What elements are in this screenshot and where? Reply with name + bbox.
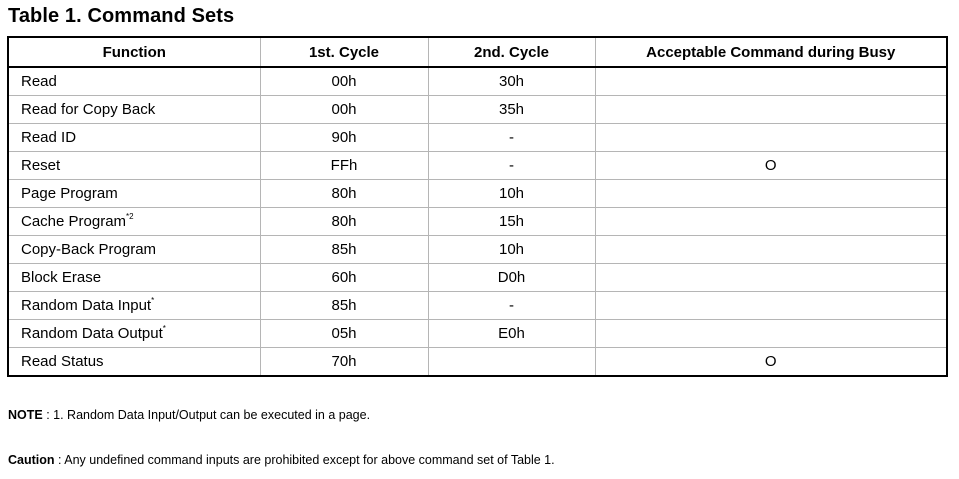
first-cycle-cell: 80h	[260, 208, 428, 236]
busy-acceptable-cell: O	[595, 348, 947, 377]
footnote-mark: *	[151, 296, 155, 305]
first-cycle-cell: 85h	[260, 236, 428, 264]
first-cycle-cell: 90h	[260, 124, 428, 152]
note-label: NOTE	[8, 408, 43, 422]
first-cycle-cell: 70h	[260, 348, 428, 377]
caution-text: : Any undefined command inputs are prohibited except for above command set of Table 1.	[54, 453, 555, 467]
second-cycle-cell: E0h	[428, 320, 595, 348]
footnote-mark: *	[162, 324, 166, 333]
header-second-cycle: 2nd. Cycle	[428, 37, 595, 67]
table-row	[8, 96, 947, 124]
busy-acceptable-cell	[595, 96, 947, 124]
second-cycle-cell: 30h	[428, 67, 595, 96]
function-name: Read Status	[21, 353, 104, 370]
function-cell	[8, 67, 260, 96]
first-cycle-cell: 60h	[260, 264, 428, 292]
header-first-cycle: 1st. Cycle	[260, 37, 428, 67]
table-header-row	[8, 37, 947, 67]
second-cycle-cell: -	[428, 292, 595, 320]
function-name: Read for Copy Back	[21, 101, 156, 118]
second-cycle-cell: 10h	[428, 180, 595, 208]
function-name: Random Data Input	[21, 297, 152, 314]
function-name: Cache Program	[21, 213, 127, 230]
table-row	[8, 152, 947, 180]
table-row	[8, 348, 947, 377]
busy-acceptable-cell	[595, 320, 947, 348]
table-row	[8, 320, 947, 348]
caution-label: Caution	[8, 453, 55, 467]
first-cycle-cell: 85h	[260, 292, 428, 320]
busy-acceptable-cell	[595, 180, 947, 208]
function-name: Random Data Output	[21, 325, 163, 342]
table-title: Table 1. Command Sets	[8, 5, 235, 27]
caution-line	[8, 453, 555, 467]
function-cell	[8, 124, 260, 152]
function-name: Block Erase	[21, 269, 102, 286]
table-row	[8, 124, 947, 152]
function-name: Reset	[21, 157, 61, 174]
busy-acceptable-cell	[595, 67, 947, 96]
function-name: Page Program	[21, 185, 118, 202]
function-cell	[8, 180, 260, 208]
function-cell	[8, 152, 260, 180]
function-cell	[8, 292, 260, 320]
function-name: Read	[21, 73, 57, 90]
function-name: Read ID	[21, 129, 77, 146]
table-row	[8, 292, 947, 320]
second-cycle-cell: -	[428, 152, 595, 180]
function-cell	[8, 208, 260, 236]
table-row	[8, 67, 947, 96]
busy-acceptable-cell	[595, 292, 947, 320]
busy-acceptable-cell	[595, 236, 947, 264]
footnote-mark: *2	[126, 212, 134, 221]
first-cycle-cell: FFh	[260, 152, 428, 180]
second-cycle-cell: -	[428, 124, 595, 152]
table-row	[8, 180, 947, 208]
command-sets-table	[7, 36, 948, 377]
table-row	[8, 264, 947, 292]
function-cell	[8, 348, 260, 377]
function-cell	[8, 320, 260, 348]
first-cycle-cell: 00h	[260, 96, 428, 124]
second-cycle-cell: 15h	[428, 208, 595, 236]
header-acceptable-during-busy: Acceptable Command during Busy	[595, 37, 947, 67]
second-cycle-cell: 35h	[428, 96, 595, 124]
function-cell	[8, 236, 260, 264]
note-text: : 1. Random Data Input/Output can be executed in a page.	[42, 408, 371, 422]
second-cycle-cell	[428, 348, 595, 377]
first-cycle-cell: 00h	[260, 67, 428, 96]
table-row	[8, 208, 947, 236]
note-line	[8, 408, 370, 422]
first-cycle-cell: 05h	[260, 320, 428, 348]
function-cell	[8, 96, 260, 124]
function-cell	[8, 264, 260, 292]
header-function: Function	[8, 37, 260, 67]
second-cycle-cell: 10h	[428, 236, 595, 264]
busy-acceptable-cell	[595, 124, 947, 152]
busy-acceptable-cell: O	[595, 152, 947, 180]
busy-acceptable-cell	[595, 208, 947, 236]
table-row	[8, 236, 947, 264]
busy-acceptable-cell	[595, 264, 947, 292]
first-cycle-cell: 80h	[260, 180, 428, 208]
function-name: Copy-Back Program	[21, 241, 157, 258]
second-cycle-cell: D0h	[428, 264, 595, 292]
